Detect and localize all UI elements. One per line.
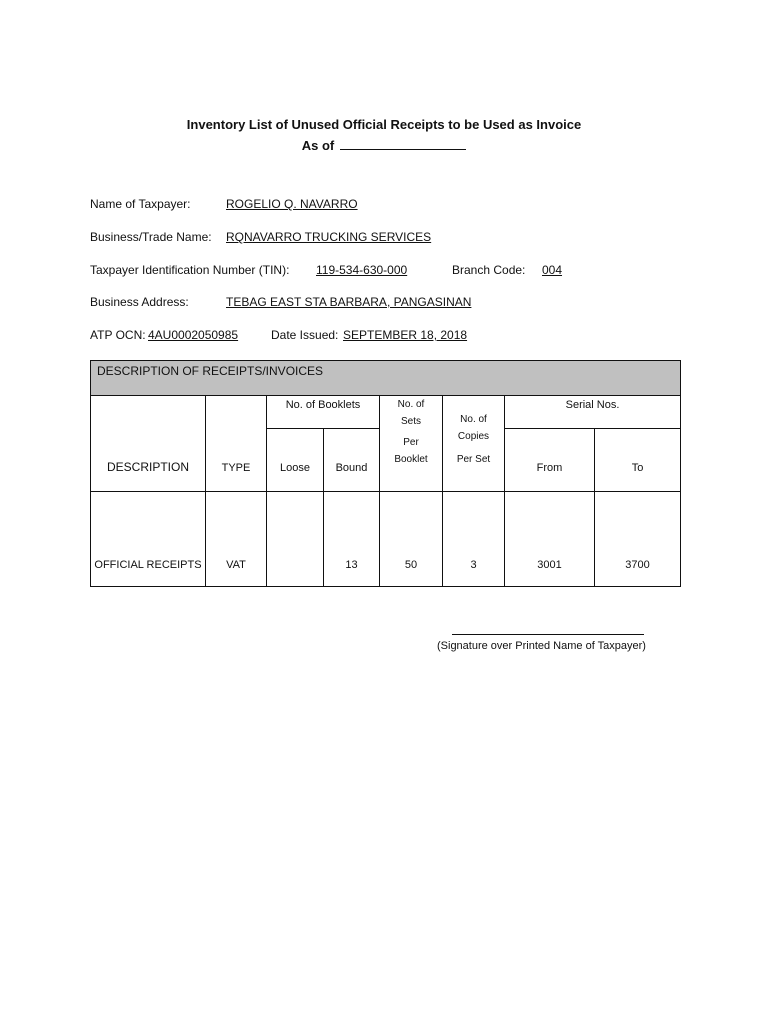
section-title: DESCRIPTION OF RECEIPTS/INVOICES — [91, 361, 681, 396]
receipts-table — [90, 360, 681, 587]
header-sets-line-1: No. of — [397, 399, 425, 410]
header-loose: Loose — [267, 429, 324, 492]
atp-ocn-label: ATP OCN: — [90, 328, 146, 342]
as-of-blank-field — [340, 137, 466, 150]
signature-line — [452, 634, 644, 635]
taxpayer-name-label: Name of Taxpayer: — [90, 197, 191, 211]
header-copies-line-3: Per Set — [456, 454, 491, 465]
header-from: From — [505, 429, 595, 492]
header-sets-line-4: Booklet — [394, 454, 428, 465]
tin-value: 119-534-630-000 — [316, 263, 408, 277]
trade-name-value: RQNAVARRO TRUCKING SERVICES — [226, 230, 432, 244]
header-bound: Bound — [324, 429, 380, 492]
branch-code-value: 004 — [542, 263, 563, 277]
cell-serial-to: 3700 — [595, 492, 681, 587]
as-of-line — [0, 137, 768, 153]
header-copies-line-2: Copies — [457, 431, 490, 442]
header-booklets: No. of Booklets — [267, 396, 380, 429]
cell-copies-per-set: 3 — [443, 492, 505, 587]
atp-ocn-value: 4AU0002050985 — [148, 328, 239, 342]
header-sets-line-2: Sets — [400, 416, 421, 427]
table-row — [91, 492, 681, 587]
header-copies-line-1: No. of — [460, 414, 487, 425]
branch-code-label: Branch Code: — [452, 263, 526, 277]
header-serial-nos: Serial Nos. — [505, 396, 681, 429]
header-copies-per-set — [443, 396, 505, 492]
date-issued-label: Date Issued: — [271, 328, 339, 342]
business-address-value: TEBAG EAST STA BARBARA, PANGASINAN — [226, 295, 472, 309]
header-description: DESCRIPTION — [91, 396, 206, 492]
cell-loose — [267, 492, 324, 587]
signature-caption: (Signature over Printed Name of Taxpayer) — [437, 640, 646, 652]
header-sets-per-booklet — [380, 396, 443, 492]
business-address-label: Business Address: — [90, 295, 189, 309]
taxpayer-name-value: ROGELIO Q. NAVARRO — [226, 197, 358, 211]
header-type: TYPE — [206, 396, 267, 492]
document-title: Inventory List of Unused Official Receipts to be Used as Invoice — [186, 117, 582, 132]
tin-label: Taxpayer Identification Number (TIN): — [90, 263, 290, 277]
cell-type: VAT — [206, 492, 267, 587]
cell-sets-per-booklet: 50 — [380, 492, 443, 587]
cell-description: OFFICIAL RECEIPTS — [91, 492, 206, 587]
as-of-label: As of — [301, 138, 335, 153]
header-to: To — [595, 429, 681, 492]
date-issued-value: SEPTEMBER 18, 2018 — [343, 328, 468, 342]
header-sets-line-3: Per — [403, 437, 419, 448]
cell-bound: 13 — [324, 492, 380, 587]
trade-name-label: Business/Trade Name: — [90, 230, 212, 244]
cell-serial-from: 3001 — [505, 492, 595, 587]
